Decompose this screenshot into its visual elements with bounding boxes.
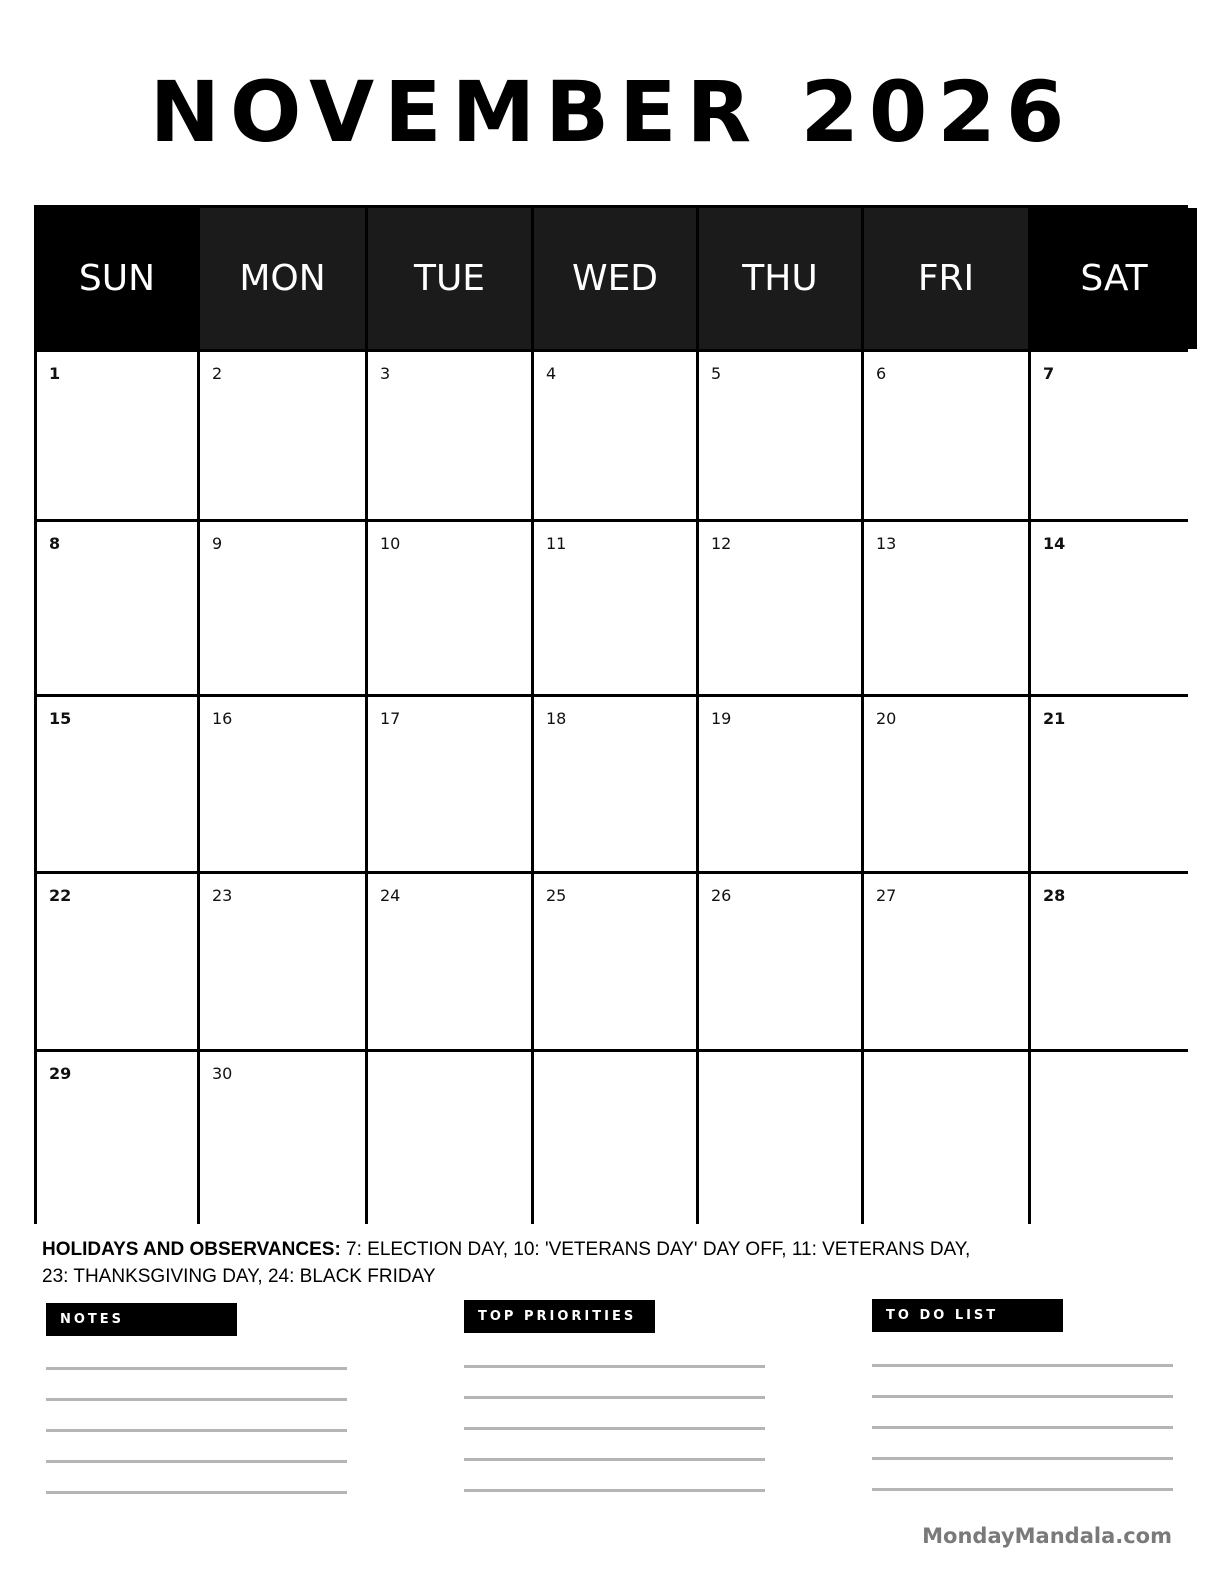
- day-cell: [37, 1052, 197, 1224]
- day-number: 27: [876, 886, 897, 905]
- day-number: 25: [546, 886, 567, 905]
- day-cell: [699, 352, 861, 519]
- day-number: 16: [212, 709, 233, 728]
- weekday-header-sat: SAT: [1031, 208, 1197, 349]
- day-number: 12: [711, 534, 732, 553]
- writing-line: [46, 1367, 347, 1370]
- writing-line: [46, 1491, 347, 1494]
- writing-line: [872, 1426, 1173, 1429]
- day-number: 26: [711, 886, 732, 905]
- day-number: 7: [1043, 364, 1055, 383]
- writing-line: [46, 1460, 347, 1463]
- day-cell: [37, 352, 197, 519]
- day-number: 10: [380, 534, 401, 553]
- day-cell: [534, 874, 696, 1049]
- top-priorities-section: [464, 1300, 766, 1500]
- day-cell: [534, 522, 696, 694]
- day-number: 15: [49, 709, 72, 728]
- day-number: 13: [876, 534, 897, 553]
- day-cell: [200, 697, 365, 871]
- day-cell: [368, 352, 531, 519]
- day-number: 28: [1043, 886, 1066, 905]
- weekday-header-mon: MON: [200, 208, 365, 349]
- calendar-grid: [34, 205, 1188, 1224]
- day-cell: [368, 697, 531, 871]
- day-cell: [37, 522, 197, 694]
- day-number: 22: [49, 886, 72, 905]
- day-cell: [534, 352, 696, 519]
- day-cell: [864, 697, 1028, 871]
- day-cell: [864, 522, 1028, 694]
- day-number: 2: [212, 364, 223, 383]
- day-cell: [368, 522, 531, 694]
- day-cell: [1031, 352, 1197, 519]
- day-number: 21: [1043, 709, 1066, 728]
- day-cell: [864, 1052, 1028, 1224]
- writing-line: [872, 1364, 1173, 1367]
- day-cell: [1031, 522, 1197, 694]
- writing-line: [464, 1396, 765, 1399]
- weekday-header-tue: TUE: [368, 208, 531, 349]
- to-do-list-section: [872, 1299, 1174, 1499]
- day-cell: [534, 1052, 696, 1224]
- writing-line: [872, 1395, 1173, 1398]
- writing-line: [872, 1457, 1173, 1460]
- day-cell: [1031, 697, 1197, 871]
- day-number: 4: [546, 364, 557, 383]
- day-cell: [864, 352, 1028, 519]
- day-number: 1: [49, 364, 61, 383]
- calendar-title: NOVEMBER 2026: [149, 63, 1075, 161]
- day-number: 24: [380, 886, 401, 905]
- holidays-line-2: 23: THANKSGIVING DAY, 24: BLACK FRIDAY: [42, 1266, 436, 1287]
- day-number: 5: [711, 364, 722, 383]
- writing-line: [464, 1458, 765, 1461]
- day-number: 17: [380, 709, 401, 728]
- writing-line: [464, 1489, 765, 1492]
- day-cell: [699, 522, 861, 694]
- to-do-list-heading: TO DO LIST: [872, 1299, 1063, 1332]
- day-cell: [864, 874, 1028, 1049]
- day-number: 3: [380, 364, 391, 383]
- writing-line: [464, 1365, 765, 1368]
- day-number: 11: [546, 534, 567, 553]
- weekday-header-fri: FRI: [864, 208, 1028, 349]
- writing-line: [872, 1488, 1173, 1491]
- day-cell: [200, 352, 365, 519]
- day-cell: [699, 1052, 861, 1224]
- day-number: 23: [212, 886, 233, 905]
- writing-line: [46, 1398, 347, 1401]
- day-number: 14: [1043, 534, 1066, 553]
- day-number: 9: [212, 534, 223, 553]
- day-number: 6: [876, 364, 887, 383]
- day-number: 29: [49, 1064, 72, 1083]
- day-number: 19: [711, 709, 732, 728]
- day-cell: [534, 697, 696, 871]
- top-priorities-heading: TOP PRIORITIES: [464, 1300, 655, 1333]
- day-cell: [1031, 874, 1197, 1049]
- notes-heading: NOTES: [46, 1303, 237, 1336]
- day-cell: [699, 874, 861, 1049]
- holidays-observances: [42, 1236, 1042, 1290]
- day-cell: [200, 522, 365, 694]
- day-cell: [1031, 1052, 1197, 1224]
- day-cell: [200, 874, 365, 1049]
- day-cell: [37, 874, 197, 1049]
- holidays-label: HOLIDAYS AND OBSERVANCES:: [42, 1239, 341, 1260]
- day-number: 30: [212, 1064, 233, 1083]
- day-cell: [368, 874, 531, 1049]
- day-cell: [368, 1052, 531, 1224]
- holidays-line-1: 7: ELECTION DAY, 10: 'VETERANS DAY' DAY OFF, 11: VETERANS DAY,: [340, 1239, 971, 1260]
- day-cell: [37, 697, 197, 871]
- notes-section: [46, 1303, 348, 1503]
- site-watermark: MondayMandala.com: [922, 1524, 1172, 1548]
- weekday-header-sun: SUN: [37, 208, 197, 349]
- writing-line: [464, 1427, 765, 1430]
- weekday-header-wed: WED: [534, 208, 696, 349]
- day-cell: [200, 1052, 365, 1224]
- day-number: 20: [876, 709, 897, 728]
- writing-line: [46, 1429, 347, 1432]
- day-cell: [699, 697, 861, 871]
- day-number: 8: [49, 534, 61, 553]
- day-number: 18: [546, 709, 567, 728]
- weekday-header-thu: THU: [699, 208, 861, 349]
